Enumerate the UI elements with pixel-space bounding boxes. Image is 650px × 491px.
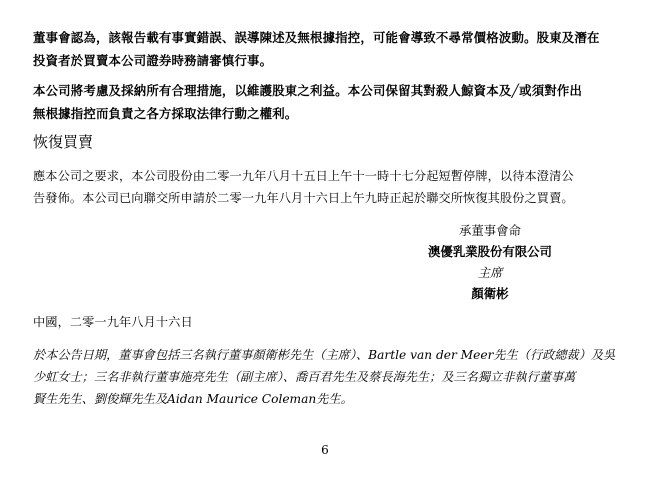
resumption-line: 告發佈。本公司已向聯交所申請於二零一九年八月十六日上午九時正起於聯交所恢復其股份之買賣。 — [33, 191, 574, 205]
warning-line: 董事會認為，該報告載有事實錯誤、誤導陳述及無根據指控，可能會導致不尋常價格波動。股東及潛在 — [33, 30, 600, 45]
warning-paragraph — [33, 26, 621, 72]
chairman-name: 顏衛彬 — [471, 286, 509, 301]
measures-paragraph — [33, 79, 621, 125]
section-title: 恢復買賣 — [33, 133, 94, 151]
directors-paragraph — [33, 344, 621, 410]
resumption-line: 應本公司之要求，本公司股份由二零一九年八月十五日上午十一時十七分起短暫停牌，以待本澄清公 — [33, 169, 574, 183]
directors-line: 少虹女士；三名非執行董事施亮先生（副主席）、喬百君先生及蔡長海先生；及三名獨立非執行董事萬 — [33, 370, 576, 384]
chairman-title: 主席 — [477, 265, 503, 280]
company-name: 澳優乳業股份有限公司 — [428, 244, 552, 259]
warning-line: 投資者於買賣本公司證券時務請審慎行事。 — [33, 53, 273, 68]
measures-line: 本公司將考慮及採納所有合理措施，以維護股東之利益。本公司保留其對殺人鯨資本及╱或須對作出 — [33, 83, 583, 98]
page-number: 6 — [321, 443, 329, 457]
directors-line: 於本公告日期，董事會包括三名執行董事顏衛彬先生（主席）、Bartle van der Meer先生（行政總裁）及吳 — [33, 348, 616, 362]
measures-line: 無根據指控而負責之各方採取法律行動之權利。 — [33, 106, 298, 121]
resumption-paragraph — [33, 165, 621, 209]
signature-block — [380, 220, 600, 304]
date-line: 中國，二零一九年八月十六日 — [33, 315, 193, 329]
by-order-text: 承董事會命 — [459, 223, 521, 238]
directors-line: 賢生先生、劉俊輝先生及Aidan Maurice Coleman先生。 — [33, 392, 353, 406]
